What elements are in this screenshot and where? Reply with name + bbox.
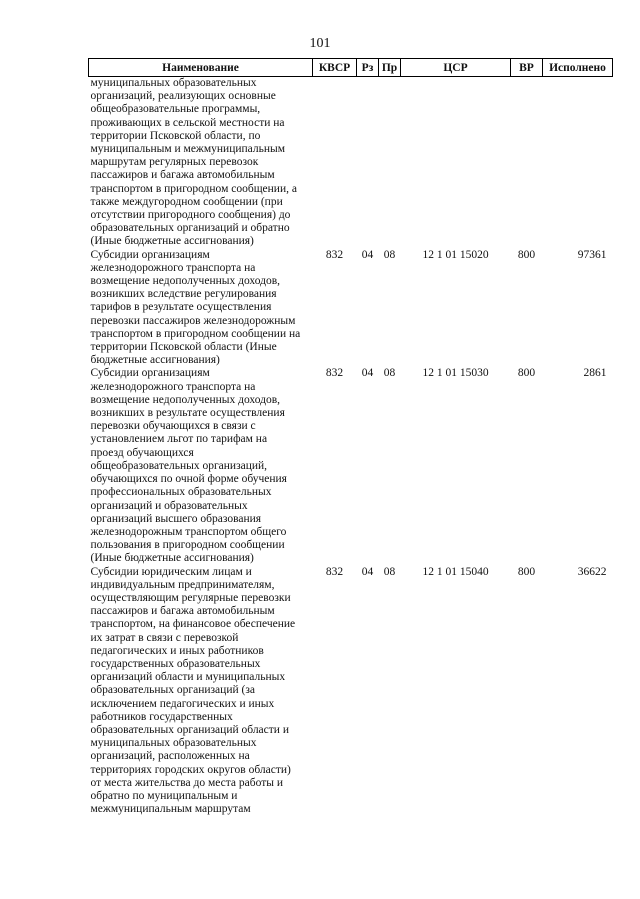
row-vr: 800 bbox=[517, 248, 536, 261]
row-name: Субсидии юридическим лицам и индивидуальным предпринимателям, осуществляющим регулярные перевозки пассажиров и багажа автомобильным транспортом, на финансовое обеспечение их затрат в связи с перевозкой педагогических и иных работников государственных образовательных организаций области и муниципальных образовательных организаций (за исключением педагогических и иных работников государственных образовательных организаций области и муниципальных образовательных организаций, расположенных на территориях городских округов области) от места жительства до места работы и обратно по муниципальным и межмуниципальным маршрутам bbox=[90, 565, 296, 816]
row-rz: 04 bbox=[361, 565, 374, 578]
row-kvsr: 832 bbox=[325, 248, 344, 261]
header-vr: ВР bbox=[511, 59, 543, 77]
header-kvsr: КВСР bbox=[313, 59, 357, 77]
row-csr bbox=[401, 77, 511, 249]
row-csr: 12 1 01 15030 bbox=[422, 367, 489, 380]
budget-table bbox=[88, 58, 613, 816]
row-kvsr: 832 bbox=[325, 565, 344, 578]
row-executed: 36622 bbox=[577, 565, 607, 578]
header-name: Наименование bbox=[89, 59, 313, 77]
row-pr: 08 bbox=[383, 565, 396, 578]
row-vr: 800 bbox=[517, 565, 536, 578]
header-pr: Пр bbox=[379, 59, 401, 77]
row-name: муниципальных образовательных организаций, реализующих основные общеобразовательные программы, проживающих в сельской местности на территории Псковской области, по муниципальным и межмуниципальным маршрутам регулярных перевозок пассажиров и багажа автомобильным транспортом в пригородном сообщении, а также междугородном сообщении (при отсутствии пригородного сообщения) до образовательных организаций и обратно (Иные бюджетные ассигнования) bbox=[90, 77, 297, 248]
row-csr: 12 1 01 15040 bbox=[422, 565, 489, 578]
table-row bbox=[89, 249, 613, 368]
row-kvsr: 832 bbox=[325, 367, 344, 380]
row-name: Субсидии организациям железнодорожного транспорта на возмещение недополученных доходов, возникших вследствие регулирования тарифов в результате осуществления перевозки пассажиров железнодорожным транспортом в пригородном сообщении на территории Псковской области (Иные бюджетные ассигнования) bbox=[90, 248, 301, 367]
header-executed: Исполнено bbox=[543, 59, 613, 77]
page-number: 101 bbox=[309, 36, 331, 51]
row-executed: 97361 bbox=[577, 248, 607, 261]
row-pr: 08 bbox=[383, 367, 396, 380]
row-vr: 800 bbox=[517, 367, 536, 380]
row-rz: 04 bbox=[361, 248, 374, 261]
row-vr bbox=[511, 77, 543, 249]
header-rz: Рз bbox=[357, 59, 379, 77]
row-name: Субсидии организациям железнодорожного транспорта на возмещение недополученных доходов, возникших в результате осуществления перевозки обучающихся в связи с установлением льгот по тарифам на проезд обучающихся общеобразовательных организаций, обучающихся по очной форме обучения профессиональных образовательных организаций и образовательных организаций высшего образования железнодорожным транспортом общего пользования в пригородном сообщении (Иные бюджетные ассигнования) bbox=[90, 367, 287, 565]
row-executed: 2861 bbox=[583, 367, 607, 380]
row-csr: 12 1 01 15020 bbox=[422, 248, 489, 261]
table-header-row bbox=[89, 59, 613, 77]
row-rz: 04 bbox=[361, 367, 374, 380]
header-csr: ЦСР bbox=[401, 59, 511, 77]
row-pr: 08 bbox=[383, 248, 396, 261]
row-rz bbox=[357, 77, 379, 249]
table-row bbox=[89, 77, 613, 249]
row-pr bbox=[379, 77, 401, 249]
row-kvsr bbox=[313, 77, 357, 249]
table-row bbox=[89, 566, 613, 817]
table-row bbox=[89, 367, 613, 565]
row-executed bbox=[543, 77, 613, 249]
